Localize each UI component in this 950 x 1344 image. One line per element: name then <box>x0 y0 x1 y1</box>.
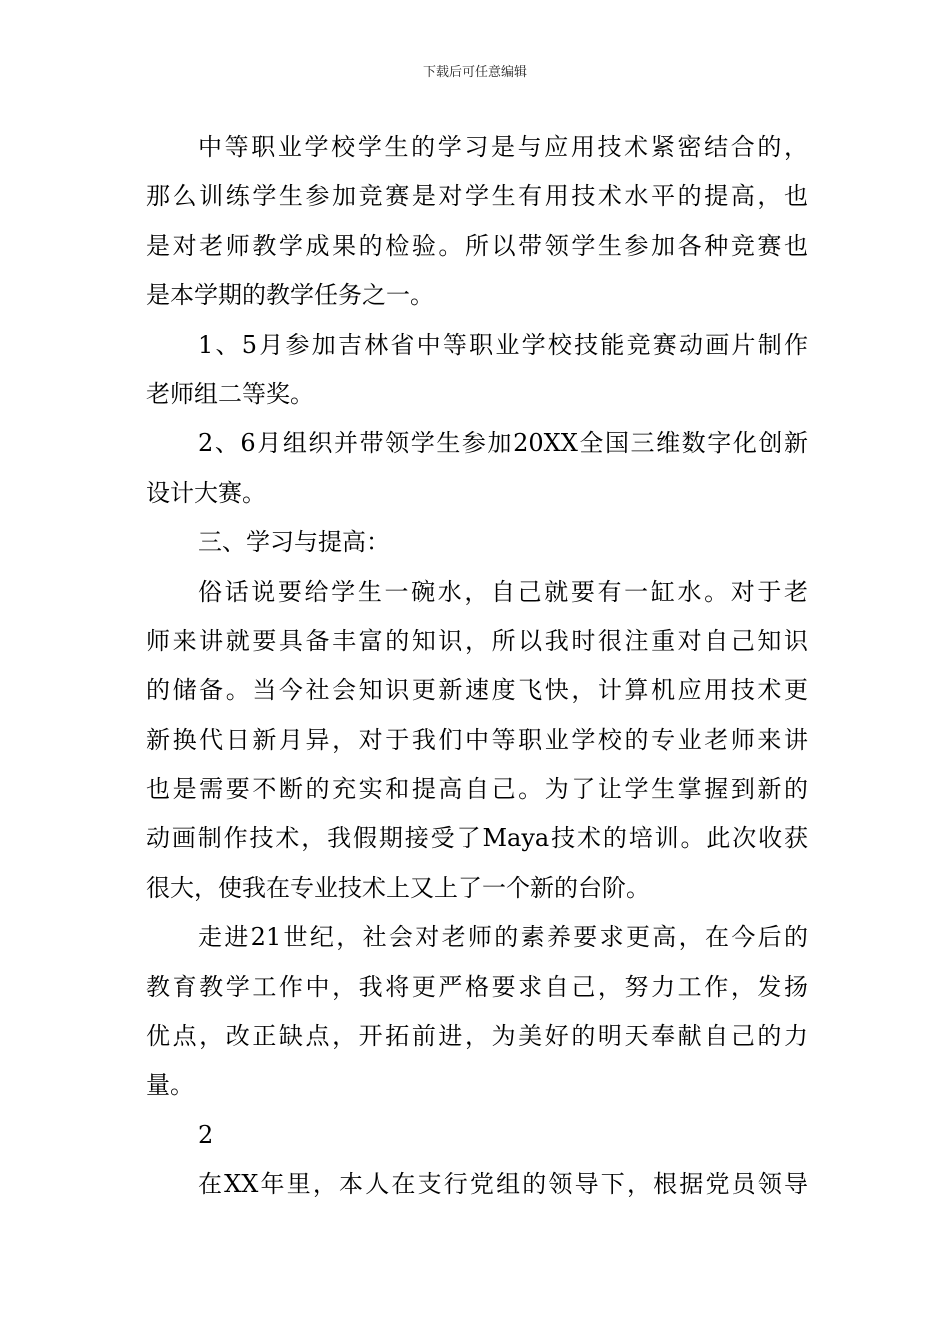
text-line: 中等职业学校学生的学习是与应用技术紧密结合的， <box>198 133 808 161</box>
text-line: 设计大赛。 <box>146 478 266 507</box>
text-line: 动画制作技术，我假期接受了Maya技术的培训。此次收获 <box>146 824 808 853</box>
text-line: 量。 <box>146 1071 194 1100</box>
text-line: 那么训练学生参加竞赛是对学生有用技术水平的提高，也 <box>146 182 808 211</box>
text-line: 老师组二等奖。 <box>146 379 314 408</box>
text-line: 新换代日新月异，对于我们中等职业学校的专业老师来讲 <box>146 725 808 754</box>
text-line: 走进21世纪，社会对老师的素养要求更高，在今后的 <box>198 923 808 952</box>
page-header: 下载后可任意编辑 <box>422 65 527 80</box>
text-line: 优点，改正缺点，开拓前进，为美好的明天奉献自己的力 <box>146 1022 808 1051</box>
text-line: 的储备。当今社会知识更新速度飞快，计算机应用技术更 <box>146 676 808 705</box>
text-line: 三、学习与提高： <box>198 528 390 557</box>
text-line: 俗话说要给学生一碗水，自己就要有一缸水。对于老 <box>198 577 808 606</box>
document-body <box>146 123 808 1210</box>
text-line: 是对老师教学成果的检验。所以带领学生参加各种竞赛也 <box>146 231 808 260</box>
text-line: 很大，使我在专业技术上又上了一个新的台阶。 <box>146 873 650 902</box>
text-line: 2 <box>198 1120 214 1149</box>
text-line: 师来讲就要具备丰富的知识，所以我时很注重对自己知识 <box>146 626 808 655</box>
text-line: 在XX年里，本人在支行党组的领导下，根据党员领导 <box>198 1170 808 1199</box>
text-line: 教育教学工作中，我将更严格要求自己，努力工作，发扬 <box>146 972 808 1001</box>
text-line: 也是需要不断的充实和提高自己。为了让学生掌握到新的 <box>146 775 808 804</box>
text-line: 1、5月参加吉林省中等职业学校技能竞赛动画片制作 <box>198 330 808 359</box>
text-line: 是本学期的教学任务之一。 <box>146 281 434 310</box>
text-line: 2、6月组织并带领学生参加20XX全国三维数字化创新 <box>198 429 808 458</box>
